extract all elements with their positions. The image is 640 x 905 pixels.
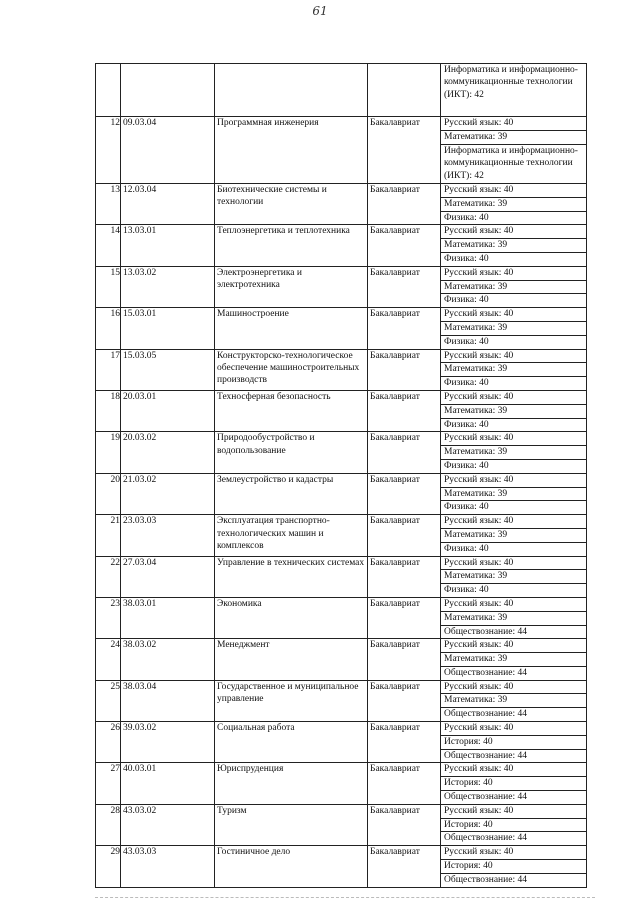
row-number: 28 [96,804,121,845]
exam-subject-score: Русский язык: 40 [441,117,587,131]
exam-subject-score: Информатика и информационно-коммуникационные технологии (ИКТ): 42 [441,145,587,184]
row-number: 13 [96,184,121,225]
direction-code: 09.03.04 [121,117,215,184]
education-level: Бакалавриат [368,432,441,473]
exam-subject-score: Обществознание: 44 [441,873,587,887]
exam-subject-score: Математика: 39 [441,446,587,460]
direction-name: Теплоэнергетика и теплотехника [215,225,368,266]
exam-subject-score: Русский язык: 40 [441,349,587,363]
exam-subject-score: Русский язык: 40 [441,597,587,611]
row-number: 26 [96,722,121,763]
table-row [96,117,587,131]
direction-name: Природообустройство и водопользование [215,432,368,473]
row-number: 19 [96,432,121,473]
direction-name: Программная инженерия [215,117,368,184]
education-level: Бакалавриат [368,846,441,887]
direction-name: Конструкторско-технологическое обеспечение машиностроительных производств [215,349,368,390]
education-level: Бакалавриат [368,763,441,804]
education-level: Бакалавриат [368,266,441,307]
table-row [96,266,587,280]
exam-subject-score: Русский язык: 40 [441,722,587,736]
direction-name: Социальная работа [215,722,368,763]
row-number: 29 [96,846,121,887]
exam-subject-score: Математика: 39 [441,694,587,708]
education-level: Бакалавриат [368,349,441,390]
direction-code: 20.03.01 [121,390,215,431]
direction-name: Эксплуатация транспортно-технологических машин и комплексов [215,515,368,556]
exam-subject-score: Русский язык: 40 [441,390,587,404]
exam-subject-score: Русский язык: 40 [441,763,587,777]
table-row [96,64,587,117]
exam-subject-score: Русский язык: 40 [441,846,587,860]
direction-name: Юриспруденция [215,763,368,804]
education-level: Бакалавриат [368,597,441,638]
direction-code: 13.03.01 [121,225,215,266]
direction-name: Биотехнические системы и технологии [215,184,368,225]
page-number: 61 [312,4,328,18]
exam-subject-score: Русский язык: 40 [441,225,587,239]
table-row [96,722,587,736]
direction-code: 21.03.02 [121,473,215,514]
education-level: Бакалавриат [368,308,441,349]
exam-subject-score: Математика: 39 [441,197,587,211]
row-number: 14 [96,225,121,266]
education-level: Бакалавриат [368,390,441,431]
row-number: 21 [96,515,121,556]
table-row [96,432,587,446]
row-number: 15 [96,266,121,307]
education-level: Бакалавриат [368,722,441,763]
education-level: Бакалавриат [368,680,441,721]
education-level: Бакалавриат [368,515,441,556]
exam-subject-score: Физика: 40 [441,584,587,598]
row-number [96,64,121,117]
admission-table [95,63,587,888]
exam-subject-score: Математика: 39 [441,404,587,418]
direction-code: 13.03.02 [121,266,215,307]
exam-subject-score: Физика: 40 [441,418,587,432]
direction-name: Государственное и муниципальное управление [215,680,368,721]
row-number: 25 [96,680,121,721]
exam-subject-score: Физика: 40 [441,294,587,308]
table-row [96,763,587,777]
table-row [96,846,587,860]
direction-name: Менеджмент [215,639,368,680]
exam-subject-score: Математика: 39 [441,570,587,584]
exam-subject-score: Русский язык: 40 [441,432,587,446]
direction-code: 43.03.03 [121,846,215,887]
row-number: 27 [96,763,121,804]
exam-subject-score: Физика: 40 [441,335,587,349]
row-number: 24 [96,639,121,680]
exam-subject-score: Русский язык: 40 [441,308,587,322]
direction-name: Техносферная безопасность [215,390,368,431]
direction-code: 12.03.04 [121,184,215,225]
exam-subject-score: Обществознание: 44 [441,708,587,722]
education-level: Бакалавриат [368,225,441,266]
row-number: 20 [96,473,121,514]
table-row [96,515,587,529]
exam-subject-score: Математика: 39 [441,611,587,625]
exam-subject-score: Математика: 39 [441,487,587,501]
education-level: Бакалавриат [368,117,441,184]
direction-code: 38.03.02 [121,639,215,680]
direction-code: 39.03.02 [121,722,215,763]
education-level: Бакалавриат [368,184,441,225]
exam-subject-score: Русский язык: 40 [441,680,587,694]
table-row [96,639,587,653]
direction-name: Машиностроение [215,308,368,349]
exam-subject-score: Русский язык: 40 [441,556,587,570]
direction-code: 20.03.02 [121,432,215,473]
exam-subject-score: Обществознание: 44 [441,791,587,805]
exam-subject-score: Обществознание: 44 [441,666,587,680]
row-number: 17 [96,349,121,390]
exam-subject-score: Обществознание: 44 [441,832,587,846]
education-level [368,64,441,117]
exam-subject-score: Математика: 39 [441,653,587,667]
exam-subject-score: Русский язык: 40 [441,639,587,653]
row-number: 23 [96,597,121,638]
table-row [96,680,587,694]
exam-subject-score: Информатика и информационно-коммуникационные технологии (ИКТ): 42 [441,64,587,117]
direction-name: Экономика [215,597,368,638]
row-number: 12 [96,117,121,184]
exam-subject-score: Математика: 39 [441,363,587,377]
exam-subject-score: История: 40 [441,777,587,791]
exam-subject-score: Математика: 39 [441,239,587,253]
exam-subject-score: Физика: 40 [441,542,587,556]
exam-subject-score: Физика: 40 [441,459,587,473]
exam-subject-score: Физика: 40 [441,211,587,225]
exam-subject-score: Математика: 39 [441,131,587,145]
table-row [96,556,587,570]
row-number: 18 [96,390,121,431]
table-row [96,225,587,239]
table-row [96,308,587,322]
direction-name: Туризм [215,804,368,845]
direction-name: Гостиничное дело [215,846,368,887]
direction-code: 43.03.02 [121,804,215,845]
exam-subject-score: Математика: 39 [441,528,587,542]
exam-subject-score: История: 40 [441,735,587,749]
exam-subject-score: Русский язык: 40 [441,515,587,529]
table-row [96,349,587,363]
exam-subject-score: Обществознание: 44 [441,625,587,639]
direction-code [121,64,215,117]
exam-subject-score: Русский язык: 40 [441,266,587,280]
direction-name [215,64,368,117]
exam-subject-score: Физика: 40 [441,377,587,391]
exam-subject-score: История: 40 [441,818,587,832]
table-row [96,804,587,818]
education-level: Бакалавриат [368,804,441,845]
table-row [96,184,587,198]
direction-code: 38.03.01 [121,597,215,638]
direction-name: Управление в технических системах [215,556,368,597]
exam-subject-score: Математика: 39 [441,280,587,294]
direction-code: 23.03.03 [121,515,215,556]
table-row [96,473,587,487]
education-level: Бакалавриат [368,639,441,680]
direction-code: 38.03.04 [121,680,215,721]
exam-subject-score: Обществознание: 44 [441,749,587,763]
row-number: 22 [96,556,121,597]
footer-scan-line [95,897,595,898]
table-row [96,597,587,611]
exam-subject-score: Русский язык: 40 [441,804,587,818]
table-row [96,390,587,404]
exam-subject-score: История: 40 [441,860,587,874]
direction-name: Электроэнергетика и электротехника [215,266,368,307]
education-level: Бакалавриат [368,473,441,514]
direction-code: 15.03.05 [121,349,215,390]
exam-subject-score: Русский язык: 40 [441,184,587,198]
direction-code: 27.03.04 [121,556,215,597]
exam-subject-score: Физика: 40 [441,501,587,515]
direction-code: 40.03.01 [121,763,215,804]
education-level: Бакалавриат [368,556,441,597]
exam-subject-score: Физика: 40 [441,252,587,266]
exam-subject-score: Математика: 39 [441,321,587,335]
exam-subject-score: Русский язык: 40 [441,473,587,487]
direction-code: 15.03.01 [121,308,215,349]
row-number: 16 [96,308,121,349]
direction-name: Землеустройство и кадастры [215,473,368,514]
